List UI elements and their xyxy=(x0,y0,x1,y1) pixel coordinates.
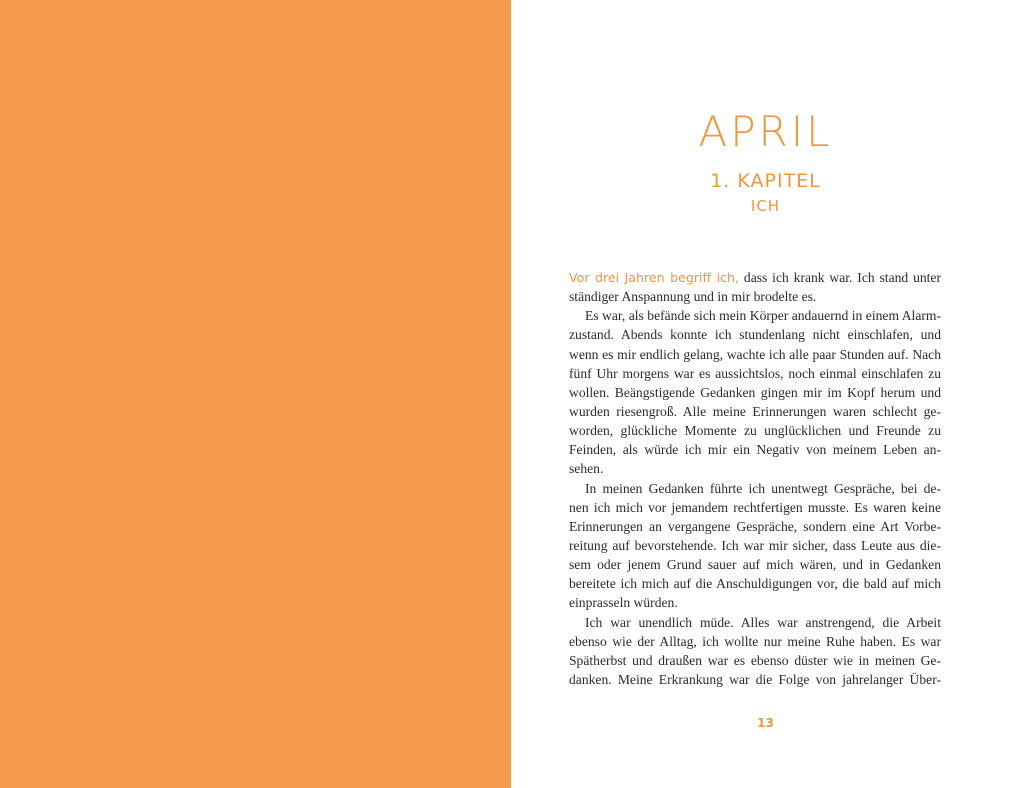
text-line xyxy=(569,325,941,344)
text-line xyxy=(569,479,941,498)
text-line xyxy=(569,536,941,555)
text-line xyxy=(569,440,941,459)
chapter-subtitle: ICH xyxy=(750,197,781,215)
line-text: wenn es mir endlich gelang, wachte ich alle paar Stunden auf. Nach xyxy=(569,346,941,362)
text-line xyxy=(569,632,941,651)
text-line xyxy=(569,459,941,478)
text-line xyxy=(569,345,941,364)
body-text xyxy=(569,268,941,689)
text-line xyxy=(569,306,941,325)
line-text: danken. Meine Erkrankung war die Folge von jahrelanger Über- xyxy=(569,671,941,687)
line-text: Erinnerungen an vergangene Gespräche, sondern eine Art Vorbe- xyxy=(569,518,941,534)
line-text: fünf Uhr morgens war es aussichtslos, noch einmal einschlafen zu xyxy=(569,365,941,381)
text-line xyxy=(569,421,941,440)
text-line xyxy=(569,383,941,402)
text-line xyxy=(569,555,941,574)
month-title: APRIL xyxy=(698,107,833,156)
text-line xyxy=(569,651,941,670)
text-line xyxy=(569,613,941,632)
line-text: ständiger Anspannung und in mir brodelte es. xyxy=(569,289,817,305)
text-line xyxy=(569,498,941,517)
line-text: wurden riesengroß. Alle meine Erinnerungen waren schlecht ge- xyxy=(569,403,941,419)
line-text: sehen. xyxy=(569,461,604,477)
line-text: bereitete ich mich auf die Anschuldigungen vor, die bald auf mich xyxy=(569,576,941,592)
line-text: Es war, als befände sich mein Körper andauernd in einem Alarm- xyxy=(585,308,941,324)
text-line xyxy=(569,268,941,287)
line-text: zustand. Abends konnte ich stundenlang nicht einschlafen, und xyxy=(569,327,941,343)
line-text: einprasseln würden. xyxy=(569,595,678,611)
chapter-title: 1. KAPITEL xyxy=(710,170,821,192)
text-line xyxy=(569,287,941,306)
line-text: Ich war unendlich müde. Alles war anstrengend, die Arbeit xyxy=(585,614,941,630)
text-line xyxy=(569,574,941,593)
page-number: 13 xyxy=(757,716,774,730)
line-text: worden, glückliche Momente zu unglücklichen und Freunde zu xyxy=(569,423,941,439)
line-text: wollen. Beängstigende Gedanken gingen mir im Kopf herum und xyxy=(569,384,941,400)
lead-in-text: Vor drei Jahren begriff ich, xyxy=(569,270,740,285)
text-line xyxy=(569,670,941,689)
line-text: Spätherbst und draußen war es ebenso düster wie in meinen Ge- xyxy=(569,652,941,668)
text-line xyxy=(569,593,941,612)
line-text: sem oder jenem Grund sauer auf mich wären, und in Gedanken xyxy=(569,557,941,573)
line-text: reitung auf bevorstehende. Ich war mir sicher, dass Leute aus die- xyxy=(569,537,941,553)
line-text: Feinden, als würde ich mir ein Negativ von meinem Leben an- xyxy=(569,442,941,458)
line-text: dass ich krank war. Ich stand unter xyxy=(739,270,941,285)
text-line xyxy=(569,364,941,383)
line-text: nen ich mich vor jemandem rechtfertigen musste. Es waren keine xyxy=(569,499,941,515)
text-line xyxy=(569,517,941,536)
line-text: In meinen Gedanken führte ich unentwegt Gespräche, bei de- xyxy=(585,480,941,496)
book-page xyxy=(511,0,1020,788)
line-text: ebenso wie der Alltag, ich wollte nur meine Ruhe haben. Es war xyxy=(569,633,941,649)
text-line xyxy=(569,402,941,421)
